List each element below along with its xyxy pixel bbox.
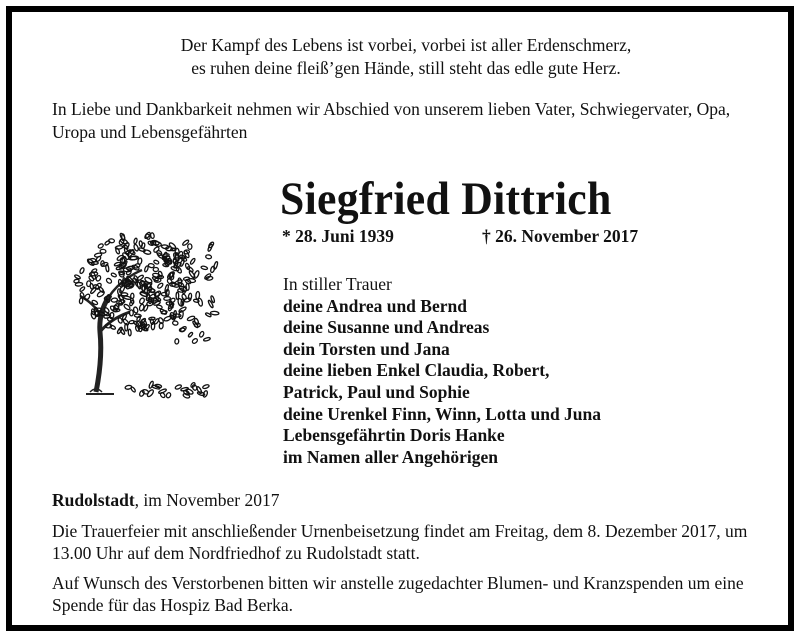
mourner-line: im Namen aller Angehörigen	[283, 446, 499, 467]
mourners-heading: In stiller Trauer	[283, 274, 392, 294]
mourner-line: Patrick, Paul und Sophie	[283, 381, 470, 402]
obituary-notice	[6, 6, 794, 631]
funeral-info: Die Trauerfeier mit anschließender Urnenbeisetzung findet am Freitag, dem 8. Dezember 2017, um 13.00 Uhr auf dem Nordfriedhof zu Rudolstadt statt.	[52, 521, 748, 563]
deceased-name: Siegfried Dittrich	[280, 173, 612, 225]
mourner-line: deine Susanne und Andreas	[283, 317, 490, 338]
death-date: † 26. November 2017	[482, 226, 639, 246]
intro-text: In Liebe und Dankbarkeit nehmen wir Abschied von unserem lieben Vater, Schwiegervater, Opa, Uropa und Lebensgefährten	[52, 99, 731, 142]
place-date	[52, 490, 280, 511]
windblown-tree-icon	[56, 212, 226, 402]
poem-line: Der Kampf des Lebens ist vorbei, vorbei ist aller Erdenschmerz,	[180, 35, 632, 55]
poem	[12, 34, 800, 80]
mourner-line: deine Andrea und Bernd	[283, 295, 467, 316]
place-city: Rudolstadt	[52, 490, 135, 510]
birth-date: * 28. Juni 1939	[282, 226, 394, 246]
mourner-line: deine Urenkel Finn, Winn, Lotta und Juna	[283, 403, 602, 424]
mourner-line: dein Torsten und Jana	[283, 338, 450, 359]
mourner-line: deine lieben Enkel Claudia, Robert,	[283, 360, 550, 381]
tree-leaves	[74, 232, 219, 399]
poem-line: es ruhen deine fleiß’gen Hände, still steht das edle gute Herz.	[191, 58, 621, 78]
mourner-line: Lebensgefährtin Doris Hanke	[283, 425, 505, 446]
place-date-text: , im November 2017	[134, 490, 280, 510]
donation-info: Auf Wunsch des Verstorbenen bitten wir anstelle zugedachter Blumen- und Kranzspenden um eine Spende für das Hospiz Bad Berka.	[52, 573, 744, 615]
mourners-list	[283, 274, 601, 468]
